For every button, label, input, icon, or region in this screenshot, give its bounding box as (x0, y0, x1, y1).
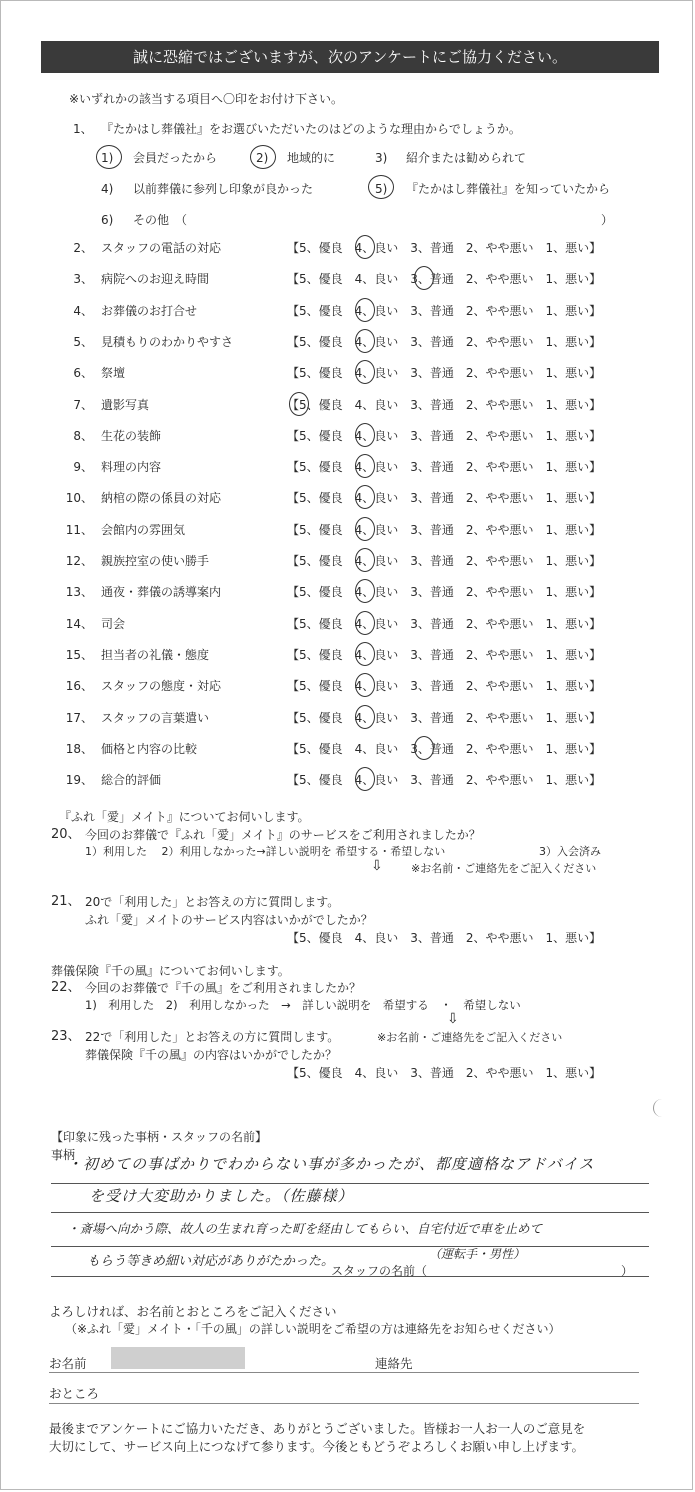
paper-edge-mark (653, 1099, 664, 1117)
rating-label: スタッフの電話の対応 (101, 241, 222, 255)
answer-circle (355, 673, 375, 697)
answer-circle (355, 423, 375, 447)
rating-row (1, 647, 693, 667)
q20-question: 今回のお葬儀で『ふれ「愛」メイト』のサービスをご利用されましたか？ (85, 828, 481, 842)
q1-question: 『たかはし葬儀社』をお選びいただいたのはどのような理由からでしょうか。 (101, 122, 521, 136)
rating-label: 通夜・葬儀の誘導案内 (101, 585, 222, 599)
rating-number: 4、 (73, 304, 93, 318)
rating-label: スタッフの言葉遣い (101, 711, 210, 725)
rating-label: 司会 (101, 617, 126, 631)
q1-number: 1、 (73, 122, 93, 136)
q22-options: 1) 利用した 2) 利用しなかった → 詳しい説明を 希望する ・ 希望しない (85, 998, 521, 1012)
rating-row (1, 772, 693, 792)
answer-circle (355, 485, 375, 509)
q21-text-b: ふれ「愛」メイトのサービス内容はいかがでしたか？ (85, 913, 373, 927)
q1-option-5-label: 『たかはし葬儀社』を知っていたから (406, 182, 611, 196)
rating-row (1, 240, 693, 260)
rating-row (1, 741, 693, 761)
rating-scale: 【5、優良 4、良い 3、普通 2、やや悪い 1、悪い】 (287, 742, 602, 756)
rating-row (1, 584, 693, 604)
q1-option-3-label: 紹介または勧められて (406, 151, 527, 165)
rating-scale: 【5、優良 4、良い 3、普通 2、やや悪い 1、悪い】 (287, 398, 602, 412)
rating-row (1, 303, 693, 323)
rating-scale: 【5、優良 4、良い 3、普通 2、やや悪い 1、悪い】 (287, 711, 602, 725)
contact-intro: よろしければ、お名前とおところをご記入ください (49, 1304, 337, 1319)
rating-scale: 【5、優良 4、良い 3、普通 2、やや悪い 1、悪い】 (287, 679, 602, 693)
q1-option-5-num: 5) (375, 182, 388, 196)
answer-circle (250, 145, 276, 169)
rating-label: 生花の装飾 (101, 429, 162, 443)
staff-name-close: ） (621, 1264, 634, 1278)
rating-number: 19、 (65, 773, 93, 787)
q23-number: 23、 (51, 1029, 81, 1044)
rating-row (1, 397, 693, 417)
rating-label: 祭壇 (101, 366, 126, 380)
rating-number: 15、 (65, 648, 93, 662)
rating-label: スタッフの態度・対応 (101, 679, 222, 693)
handwritten-comment-line: を受け大変助かりました。（佐藤様） (89, 1187, 354, 1205)
rating-scale: 【5、優良 4、良い 3、普通 2、やや悪い 1、悪い】 (287, 491, 602, 505)
closing-line-1: 最後までアンケートにご協力いただき、ありがとうございました。皆様お一人お一人のご意見を (49, 1421, 586, 1436)
answer-circle (355, 298, 375, 322)
q20-options: 1）利用した 2）利用しなかった→詳しい説明を 希望する・希望しない (85, 845, 446, 858)
rating-label: 担当者の礼儀・態度 (101, 648, 210, 662)
rating-label: 病院へのお迎え時間 (101, 272, 210, 286)
rating-number: 12、 (65, 554, 93, 568)
q1-option-6-label: その他 （ (133, 213, 188, 227)
writing-line (51, 1246, 649, 1247)
rating-number: 18、 (65, 742, 93, 756)
rating-scale: 【5、優良 4、良い 3、普通 2、やや悪い 1、悪い】 (287, 460, 602, 474)
answer-circle (355, 642, 375, 666)
rating-scale: 【5、優良 4、良い 3、普通 2、やや悪い 1、悪い】 (287, 523, 602, 537)
impression-sub-label: 事柄 (51, 1148, 76, 1162)
answer-circle (355, 705, 375, 729)
answer-circle (355, 611, 375, 635)
name-line (49, 1372, 639, 1373)
rating-scale: 【5、優良 4、良い 3、普通 2、やや悪い 1、悪い】 (287, 554, 602, 568)
rating-number: 6、 (73, 366, 93, 380)
rating-scale: 【5、優良 4、良い 3、普通 2、やや悪い 1、悪い】 (287, 304, 602, 318)
rating-label: 遺影写真 (101, 398, 150, 412)
rating-scale: 【5、優良 4、良い 3、普通 2、やや悪い 1、悪い】 (287, 585, 602, 599)
q1-option-1-label: 会員だったから (133, 151, 218, 165)
q21-scale: 【5、優良 4、良い 3、普通 2、やや悪い 1、悪い】 (287, 931, 602, 945)
rating-row (1, 459, 693, 479)
rating-number: 16、 (65, 679, 93, 693)
answer-circle (355, 235, 375, 259)
rating-label: 親族控室の使い勝手 (101, 554, 210, 568)
name-label: お名前 (49, 1356, 87, 1371)
rating-label: 見積もりのわかりやすさ (101, 335, 234, 349)
q21-text-a: 20で「利用した」とお答えの方に質問します。 (85, 895, 340, 909)
rating-number: 14、 (65, 617, 93, 631)
q1-option-2-label: 地域的に (287, 151, 336, 165)
answer-circle (355, 329, 375, 353)
q22-number: 22、 (51, 980, 81, 995)
answer-circle (355, 767, 375, 791)
answer-circle (368, 175, 394, 199)
rating-row (1, 678, 693, 698)
rating-label: 総合的評価 (101, 773, 162, 787)
rating-scale: 【5、優良 4、良い 3、普通 2、やや悪い 1、悪い】 (287, 617, 602, 631)
answer-circle (355, 360, 375, 384)
writing-line (51, 1183, 649, 1184)
handwritten-comment-line: もらう等きめ細い対応がありがたかった。 (87, 1254, 335, 1269)
senno-heading: 葬儀保険『千の風』についてお伺いします。 (51, 964, 290, 978)
rating-row (1, 365, 693, 385)
answer-circle (96, 145, 122, 169)
rating-number: 8、 (73, 429, 93, 443)
q23-text-b: 葬儀保険『千の風』の内容はいかがでしたか？ (85, 1048, 338, 1062)
rating-row (1, 428, 693, 448)
rating-row (1, 710, 693, 730)
answer-circle (414, 266, 434, 290)
rating-number: 9、 (73, 460, 93, 474)
down-arrow-icon: ⇩ (371, 858, 383, 874)
rating-number: 13、 (65, 585, 93, 599)
rating-row (1, 271, 693, 291)
handwritten-comment-line: ・初めての事ばかりでわからない事が多かったが、都度適格なアドバイス (67, 1155, 595, 1173)
answer-circle (355, 579, 375, 603)
q21-number: 21、 (51, 894, 81, 909)
rating-row (1, 490, 693, 510)
q22-question: 今回のお葬儀で『千の風』をご利用されましたか？ (85, 981, 362, 995)
rating-number: 3、 (73, 272, 93, 286)
answer-circle (355, 454, 375, 478)
contact-label: 連絡先 (375, 1356, 413, 1371)
survey-header: 誠に恐縮ではございますが、次のアンケートにご協力ください。 (41, 41, 659, 73)
answer-circle (355, 517, 375, 541)
q1-option-3-num: 3) (375, 151, 388, 165)
rating-scale: 【5、優良 4、良い 3、普通 2、やや悪い 1、悪い】 (287, 241, 602, 255)
q20-number: 20、 (51, 827, 81, 842)
q20-note: ※お名前・ご連絡先をご記入ください (411, 862, 597, 875)
closing-line-2: 大切にして、サービス向上につなげて参ります。今後ともどうぞよろしくお願い申し上げます。 (49, 1439, 585, 1454)
writing-line (51, 1212, 649, 1213)
rating-number: 10、 (65, 491, 93, 505)
q1-option-2-num: 2) (256, 151, 269, 165)
answer-circle (355, 548, 375, 572)
q1-option-1-num: 1) (101, 151, 114, 165)
q1-option-6-close: ） (601, 213, 614, 227)
rating-number: 2、 (73, 241, 93, 255)
q20-option-3: 3）入会済み (539, 845, 601, 858)
rating-number: 11、 (65, 523, 93, 537)
address-line (49, 1403, 639, 1404)
rating-scale: 【5、優良 4、良い 3、普通 2、やや悪い 1、悪い】 (287, 366, 602, 380)
rating-row (1, 553, 693, 573)
impression-heading: 【印象に残った事柄・スタッフの名前】 (51, 1130, 268, 1144)
fureai-heading: 『ふれ「愛」メイト』についてお伺いします。 (59, 810, 310, 824)
q23-note: ※お名前・ご連絡先をご記入ください (377, 1031, 563, 1044)
rating-number: 17、 (65, 711, 93, 725)
down-arrow-icon: ⇩ (447, 1011, 459, 1027)
contact-note: （※ふれ「愛」メイト・「千の風」の詳しい説明をご希望の方は連絡先をお知らせください） (65, 1322, 561, 1336)
rating-row (1, 522, 693, 542)
q23-text-a: 22で「利用した」とお答えの方に質問します。 (85, 1030, 340, 1044)
rating-row (1, 334, 693, 354)
staff-name-label: スタッフの名前（ (331, 1264, 428, 1278)
rating-scale: 【5、優良 4、良い 3、普通 2、やや悪い 1、悪い】 (287, 648, 602, 662)
rating-scale: 【5、優良 4、良い 3、普通 2、やや悪い 1、悪い】 (287, 773, 602, 787)
q1-option-6-num: 6) (101, 213, 114, 227)
handwritten-comment-line: ・斎場へ向かう際、故人の生まれ育った町を経由してもらい、自宅付近で車を止めて (67, 1221, 543, 1236)
q23-scale: 【5、優良 4、良い 3、普通 2、やや悪い 1、悪い】 (287, 1066, 602, 1080)
rating-scale: 【5、優良 4、良い 3、普通 2、やや悪い 1、悪い】 (287, 335, 602, 349)
answer-circle (289, 392, 309, 416)
rating-number: 7、 (73, 398, 93, 412)
rating-scale: 【5、優良 4、良い 3、普通 2、やや悪い 1、悪い】 (287, 272, 602, 286)
rating-label: 価格と内容の比較 (101, 742, 198, 756)
handwritten-staff-name: （運転手・男性） (429, 1247, 526, 1261)
rating-number: 5、 (73, 335, 93, 349)
instruction-text: ※いずれかの該当する項目へ〇印をお付け下さい。 (69, 92, 344, 106)
redacted-name (111, 1347, 245, 1369)
rating-label: 納棺の際の係員の対応 (101, 491, 222, 505)
rating-label: 会館内の雰囲気 (101, 523, 186, 537)
rating-row (1, 616, 693, 636)
rating-scale: 【5、優良 4、良い 3、普通 2、やや悪い 1、悪い】 (287, 429, 602, 443)
address-label: おところ (49, 1386, 100, 1401)
rating-label: 料理の内容 (101, 460, 162, 474)
rating-label: お葬儀のお打合せ (101, 304, 198, 318)
q1-option-4-label: 以前葬儀に参列し印象が良かった (133, 182, 314, 196)
q1-option-4-num: 4) (101, 182, 114, 196)
answer-circle (414, 736, 434, 760)
